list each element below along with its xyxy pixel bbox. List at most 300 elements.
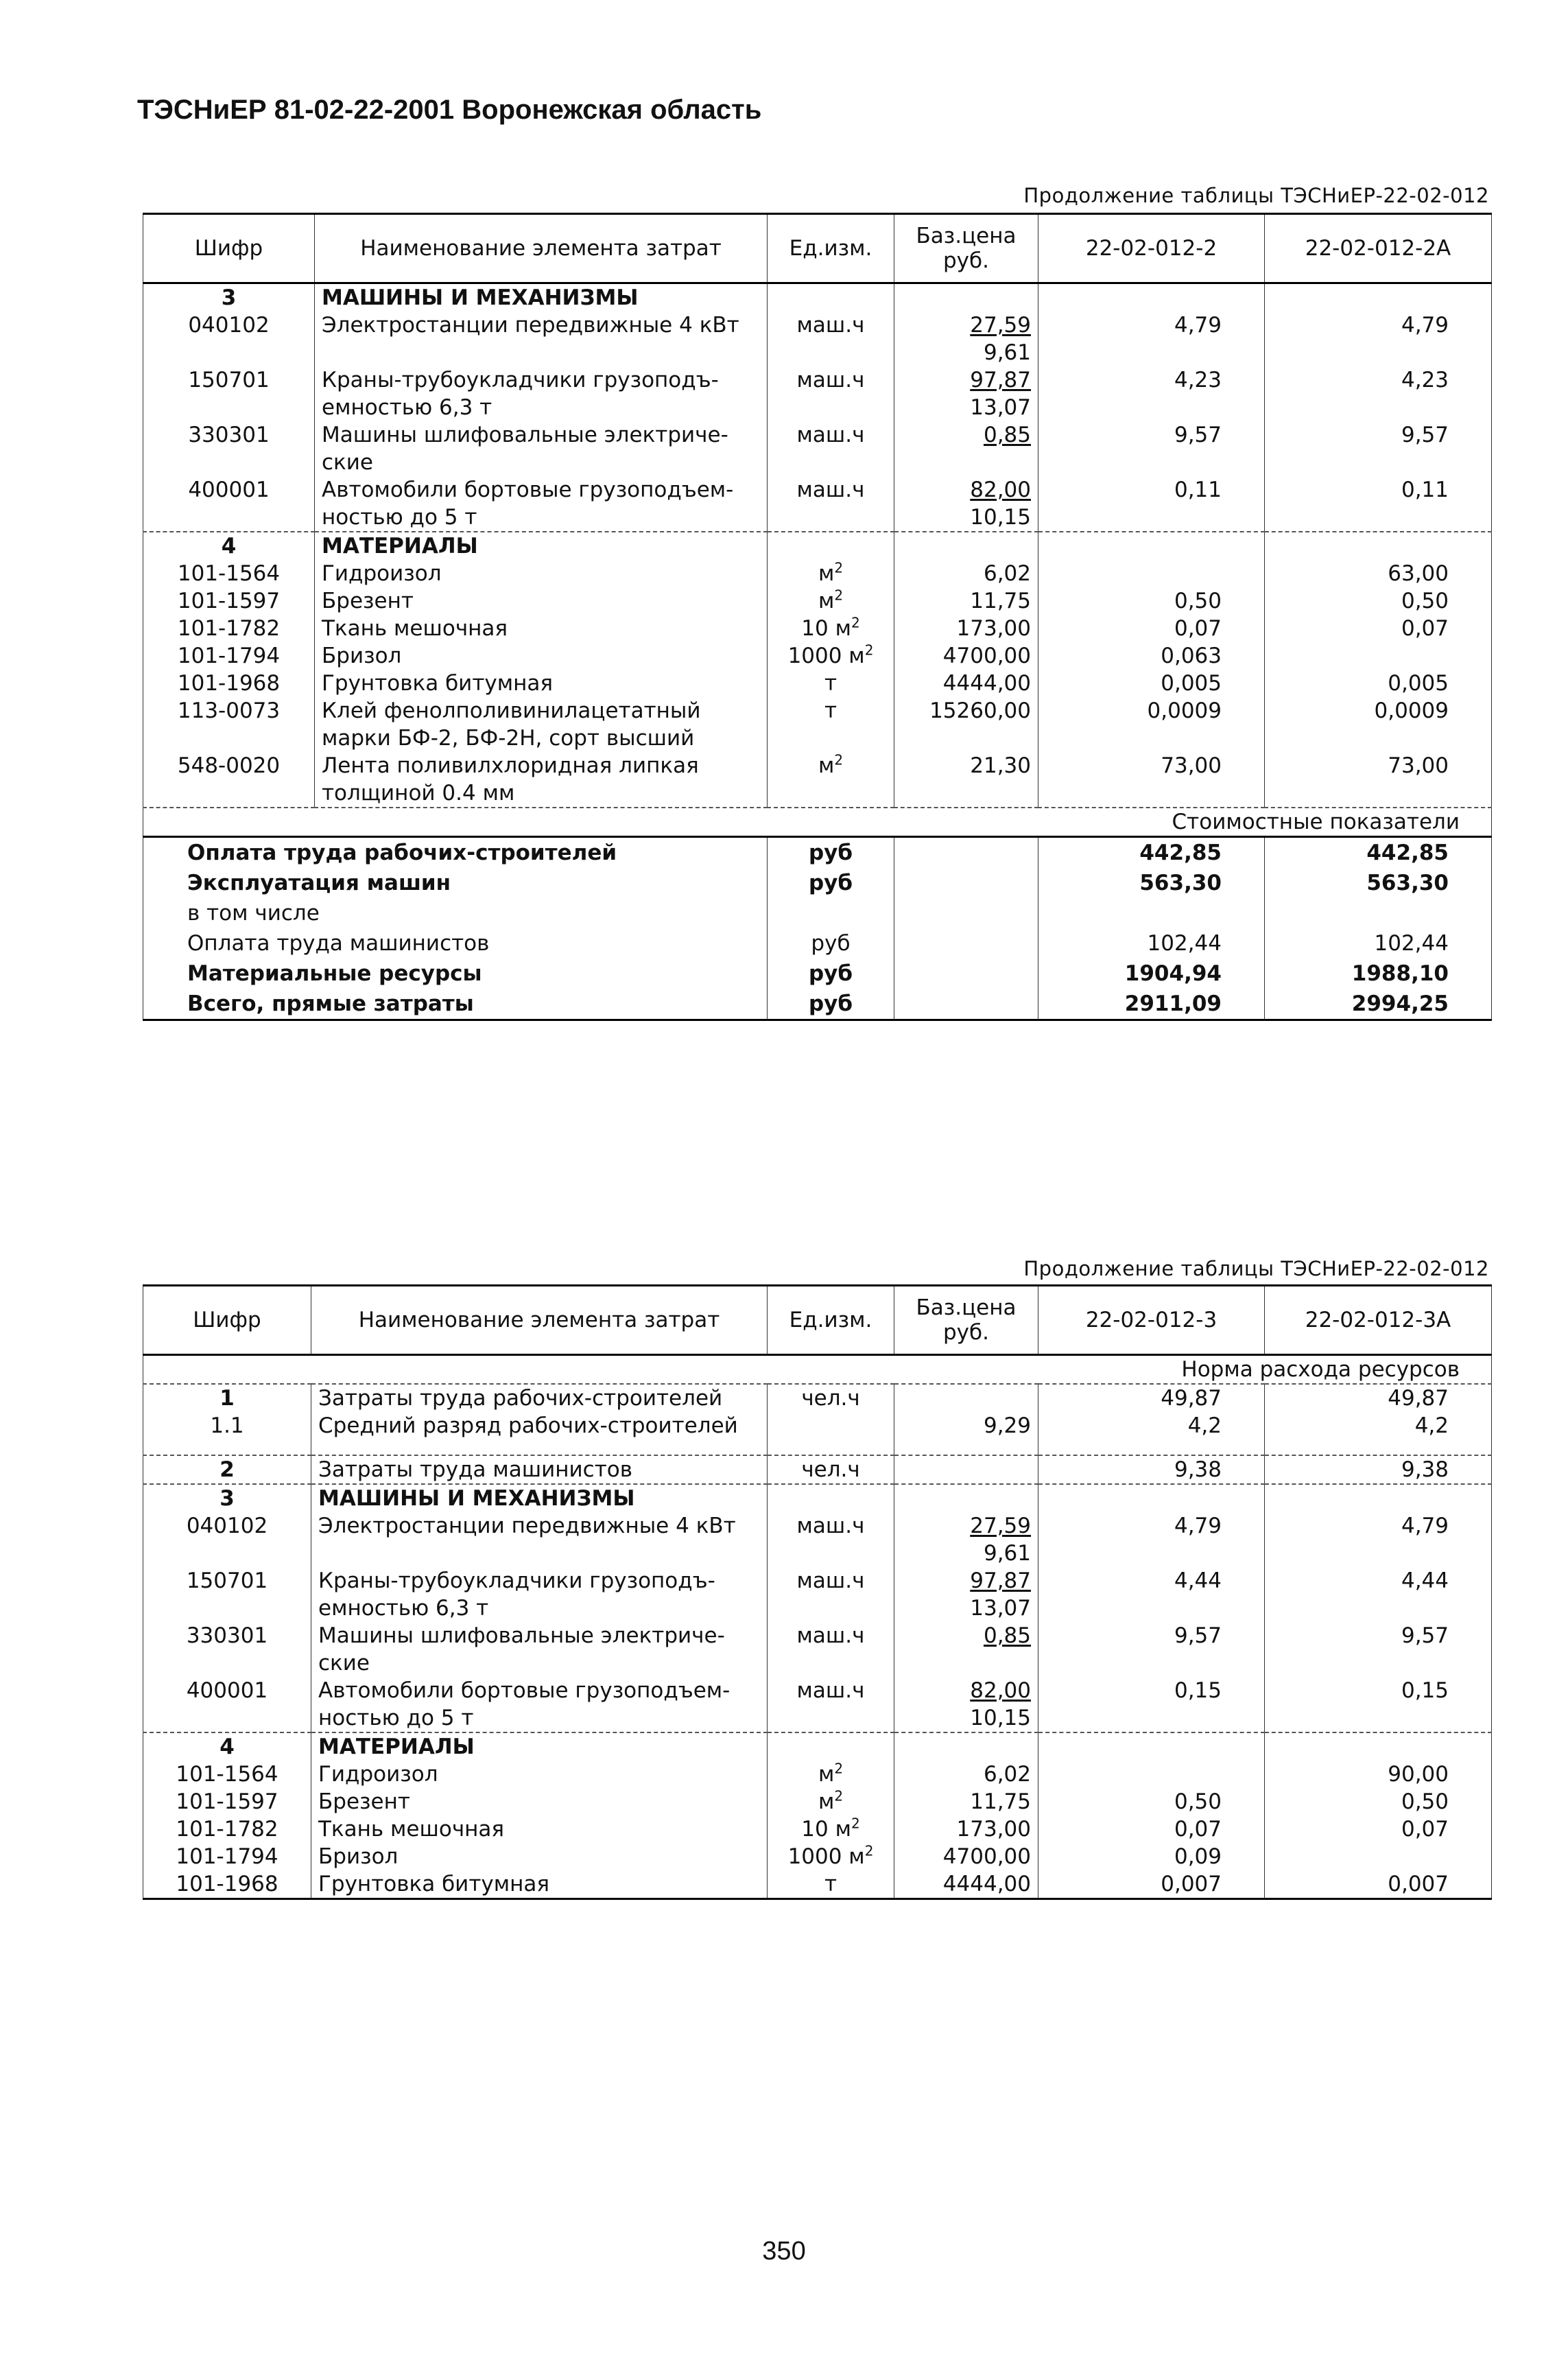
- resource-unit: [768, 1788, 894, 1815]
- table-row: [143, 560, 1492, 587]
- resource-code-text: 040102: [188, 313, 270, 338]
- table-row: [143, 1870, 1492, 1899]
- resource-unit-text: м: [818, 753, 835, 778]
- base-price: [894, 560, 1038, 587]
- norm-value-a: [1038, 476, 1265, 532]
- labor-unit: [768, 1384, 894, 1412]
- norm-value-a-text: 49,87: [1161, 1386, 1222, 1411]
- base-price: [894, 1815, 1038, 1843]
- base-price: [894, 670, 1038, 697]
- norm-value-a-text: 0,005: [1161, 671, 1222, 696]
- unit-superscript: 2: [834, 1787, 844, 1804]
- resource-name: [311, 1622, 768, 1677]
- norm-value-b-text: 4,23: [1401, 368, 1449, 392]
- resource-name-text: Брезент: [318, 1789, 410, 1814]
- norm-value-b-text: 0,50: [1401, 589, 1449, 613]
- norm-value-b: [1265, 697, 1492, 752]
- base-price: [894, 615, 1038, 642]
- base-price-text: 11,75: [970, 1789, 1031, 1814]
- unit-superscript: 2: [834, 751, 844, 768]
- labor-code-text: 2: [219, 1457, 235, 1482]
- summary-value-b: [1265, 868, 1492, 898]
- labor-unit-text: чел.ч: [801, 1386, 860, 1411]
- base-price: [894, 642, 1038, 670]
- labor-code: [143, 1412, 311, 1455]
- summary-value-b-text: 1988,10: [1351, 961, 1449, 986]
- resource-name-text: Машины шлифовальные электриче-ские: [318, 1623, 725, 1676]
- labor-name-text: Затраты труда машинистов: [318, 1457, 633, 1482]
- norm-value-a-text: 0,50: [1174, 589, 1222, 613]
- base-price-text: 173,00: [956, 616, 1031, 641]
- table-row: [143, 1622, 1492, 1677]
- resource-unit: [768, 1677, 894, 1732]
- norm-value-a: [1038, 1622, 1265, 1677]
- norm-value-a-text: 4,23: [1174, 368, 1222, 392]
- resource-unit: [768, 1815, 894, 1843]
- norm-value-b-text: 4,2: [1414, 1413, 1449, 1438]
- band-row: [143, 1355, 1492, 1385]
- resource-unit: [768, 670, 894, 697]
- table-row: [143, 1512, 1492, 1567]
- resource-name-text: Грунтовка битумная: [318, 1872, 550, 1896]
- resource-unit: [768, 1567, 894, 1622]
- resource-code-text: 101-1968: [176, 1872, 278, 1896]
- section-title-text: МАШИНЫ И МЕХАНИЗМЫ: [322, 285, 639, 310]
- section-code: [143, 1484, 311, 1512]
- summary-value-a-text: 2911,09: [1124, 991, 1222, 1016]
- resource-code-text: 101-1597: [176, 1789, 278, 1814]
- base-price-value: 97,87: [970, 368, 1031, 392]
- summary-value-a: [1038, 928, 1265, 959]
- summary-value-a: [1038, 837, 1265, 869]
- labor-name: [311, 1384, 768, 1412]
- norm-value-b-text: 73,00: [1388, 753, 1449, 778]
- resource-name: [315, 476, 768, 532]
- resource-code-text: 101-1564: [176, 1762, 278, 1787]
- resource-code: [143, 1567, 311, 1622]
- resource-unit-text: т: [824, 1872, 838, 1896]
- base-price-value: 82,00: [970, 1678, 1031, 1703]
- col-header-price: Баз.цена руб.: [894, 214, 1038, 283]
- unit-superscript: 2: [834, 559, 844, 576]
- operator-wage-value: 13,07: [970, 395, 1031, 420]
- table-row: [143, 476, 1492, 532]
- norm-value-b: [1265, 1567, 1492, 1622]
- norm-value-a: [1038, 587, 1265, 615]
- resource-code-text: 101-1794: [177, 644, 281, 668]
- resource-code: [143, 615, 315, 642]
- norm-value-a: [1038, 1815, 1265, 1843]
- resource-name: [311, 1788, 768, 1815]
- band-row: [143, 808, 1492, 837]
- norm-value-b: [1265, 560, 1492, 587]
- resource-code-text: 150701: [186, 1568, 268, 1593]
- col-header-code-a: 22-02-012-3: [1038, 1286, 1265, 1355]
- norm-value-b-text: 9,38: [1401, 1457, 1449, 1482]
- col-header-name: Наименование элемента затрат: [315, 214, 768, 283]
- table-row: [143, 1815, 1492, 1843]
- norm-value-b: [1265, 366, 1492, 421]
- table-row: [143, 1677, 1492, 1732]
- resource-unit-text: маш.ч: [796, 1623, 865, 1648]
- section-title: [311, 1732, 768, 1761]
- base-price-value: 27,59: [970, 1514, 1031, 1538]
- summary-unit: [768, 928, 894, 959]
- norm-value-a: [1038, 1677, 1265, 1732]
- resource-name: [315, 615, 768, 642]
- resource-unit-text: маш.ч: [796, 313, 865, 338]
- base-price-text: 4444,00: [942, 671, 1031, 696]
- summary-value-a: [1038, 898, 1265, 928]
- summary-unit: [768, 959, 894, 989]
- summary-label: [143, 959, 768, 989]
- base-price: [894, 1843, 1038, 1870]
- labor-unit-text: чел.ч: [801, 1457, 860, 1482]
- summary-value-a-text: 102,44: [1147, 931, 1222, 956]
- col-header-code-a: 22-02-012-2: [1038, 214, 1265, 283]
- table1-header-row: [143, 214, 1492, 283]
- empty-cell: [894, 928, 1038, 959]
- norm-value-b-text: 0,007: [1388, 1872, 1449, 1896]
- col-header-code-b: 22-02-012-3А: [1265, 1286, 1492, 1355]
- summary-label-text: Всего, прямые затраты: [187, 991, 474, 1016]
- resource-unit-text: м: [818, 561, 835, 586]
- empty-cell: [768, 532, 894, 560]
- section-title: [311, 1484, 768, 1512]
- section-code-text: 4: [219, 1735, 235, 1759]
- resource-name-text: Брезент: [322, 589, 414, 613]
- unit-superscript: 2: [864, 1842, 874, 1859]
- resource-code: [143, 560, 315, 587]
- norm-value-b: [1265, 421, 1492, 476]
- section-code: [143, 283, 315, 312]
- summary-value-b: [1265, 928, 1492, 959]
- empty-cell: [1265, 1732, 1492, 1761]
- resource-code: [143, 476, 315, 532]
- base-price-text: 21,30: [970, 753, 1031, 778]
- norm-value-a: [1038, 615, 1265, 642]
- resource-norm-band-text: Норма расхода ресурсов: [1181, 1357, 1460, 1382]
- base-price-text: 11,75: [970, 589, 1031, 613]
- empty-cell: [894, 1732, 1038, 1761]
- norm-value-a-text: 0,07: [1174, 1817, 1222, 1842]
- section-title: [315, 283, 768, 312]
- resource-code-text: 040102: [186, 1514, 268, 1538]
- empty-cell: [894, 989, 1038, 1020]
- norm-value-b: [1265, 1843, 1492, 1870]
- section-code: [143, 1732, 311, 1761]
- col-header-unit: Ед.изм.: [768, 214, 894, 283]
- resource-name-text: Ткань мешочная: [318, 1817, 505, 1842]
- norm-value-a: [1038, 1412, 1265, 1455]
- norm-value-a-text: 9,57: [1174, 423, 1222, 447]
- resource-name: [315, 560, 768, 587]
- norm-value-b: [1265, 1815, 1492, 1843]
- labor-code: [143, 1455, 311, 1484]
- norm-value-b-text: 63,00: [1388, 561, 1449, 586]
- base-price: [894, 421, 1038, 476]
- resource-name-text: Лента поливилхлоридная липкая толщиной 0.4 мм: [322, 753, 699, 806]
- norm-value-b: [1265, 642, 1492, 670]
- base-price-text: 4444,00: [942, 1872, 1031, 1896]
- resource-code-text: 101-1564: [177, 561, 281, 586]
- col-header-code-b: 22-02-012-2А: [1265, 214, 1492, 283]
- summary-value-b-text: 102,44: [1374, 931, 1449, 956]
- norm-value-a-text: 0,007: [1161, 1872, 1222, 1896]
- operator-wage-value: 9,61: [983, 340, 1031, 365]
- resource-unit: [768, 752, 894, 808]
- table2-header-row: [143, 1286, 1492, 1355]
- base-price: [894, 1622, 1038, 1677]
- norm-value-a: [1038, 1455, 1265, 1484]
- resource-code: [143, 421, 315, 476]
- table-row: [143, 642, 1492, 670]
- norm-value-a-text: 0,11: [1174, 478, 1222, 502]
- resource-code: [143, 1870, 311, 1899]
- summary-label-text: в том числе: [187, 901, 320, 926]
- resource-unit-text: 10 м: [801, 616, 851, 641]
- resource-code-text: 101-1782: [176, 1817, 278, 1842]
- base-price: [894, 1567, 1038, 1622]
- resource-name-text: Краны-трубоукладчики грузоподъ-емностью 6,3 т: [318, 1568, 715, 1621]
- norm-value-b-text: 9,57: [1401, 423, 1449, 447]
- norm-value-a-text: 4,2: [1187, 1413, 1222, 1438]
- resource-unit-text: маш.ч: [796, 368, 865, 392]
- summary-label: [143, 989, 768, 1020]
- resource-code-text: 113-0073: [177, 698, 281, 723]
- empty-cell: [1265, 1484, 1492, 1512]
- resource-name-text: Электростанции передвижные 4 кВт: [322, 313, 739, 338]
- empty-cell: [894, 283, 1038, 312]
- cost-indicators-band: [143, 808, 1492, 837]
- resource-unit-text: маш.ч: [796, 423, 865, 447]
- summary-row: [143, 898, 1492, 928]
- norm-value-a: [1038, 311, 1265, 366]
- labor-name-text: Затраты труда рабочих-строителей: [318, 1386, 723, 1411]
- norm-value-a: [1038, 670, 1265, 697]
- norm-value-b-text: 4,44: [1401, 1568, 1449, 1593]
- norm-value-b-text: 49,87: [1388, 1386, 1449, 1411]
- cost-indicators-band-text: Стоимостные показатели: [1172, 810, 1460, 834]
- resource-unit-text: маш.ч: [796, 1514, 865, 1538]
- resource-unit-text: т: [824, 671, 838, 696]
- resource-code-text: 400001: [188, 478, 270, 502]
- empty-cell: [1038, 1732, 1265, 1761]
- summary-row: [143, 989, 1492, 1020]
- norm-value-a-text: 0,09: [1174, 1844, 1222, 1869]
- resource-name: [315, 670, 768, 697]
- resource-unit: [768, 366, 894, 421]
- resource-name-text: Ткань мешочная: [322, 616, 508, 641]
- section-row: [143, 532, 1492, 560]
- summary-unit: [768, 868, 894, 898]
- norm-value-a: [1038, 1761, 1265, 1788]
- resource-code-text: 150701: [188, 368, 270, 392]
- norm-value-b-text: 0,15: [1401, 1678, 1449, 1703]
- summary-unit-text: руб: [811, 931, 851, 956]
- labor-name-text: Средний разряд рабочих-строителей: [318, 1413, 738, 1438]
- summary-value-a: [1038, 989, 1265, 1020]
- base-price-text: 173,00: [956, 1817, 1031, 1842]
- resource-unit: [768, 476, 894, 532]
- resource-unit-text: м: [818, 589, 835, 613]
- norm-value-b-text: 0,07: [1401, 616, 1449, 641]
- table-row: [143, 697, 1492, 752]
- labor-row: [143, 1455, 1492, 1484]
- base-price-text: 4700,00: [942, 644, 1031, 668]
- resource-code-text: 330301: [186, 1623, 268, 1648]
- norm-value-a: [1038, 1512, 1265, 1567]
- unit-superscript: 2: [851, 1815, 860, 1832]
- norm-value-a: [1038, 560, 1265, 587]
- norm-value-b-text: 0,07: [1401, 1817, 1449, 1842]
- section-code-text: 3: [219, 1486, 235, 1511]
- labor-name: [311, 1455, 768, 1484]
- operator-wage-value: 10,15: [970, 1706, 1031, 1730]
- norm-value-a-text: 73,00: [1161, 753, 1222, 778]
- unit-superscript: 2: [834, 1760, 844, 1777]
- unit-superscript: 2: [851, 614, 860, 631]
- summary-label-text: Эксплуатация машин: [187, 871, 451, 895]
- page-number: 350: [762, 2237, 806, 2266]
- section-code-text: 4: [221, 534, 237, 559]
- norm-value-a-text: 0,07: [1174, 616, 1222, 641]
- resource-code-text: 330301: [188, 423, 270, 447]
- resource-unit-text: маш.ч: [796, 1678, 865, 1703]
- resource-unit: [768, 421, 894, 476]
- resource-code-text: 101-1597: [177, 589, 281, 613]
- empty-cell: [894, 837, 1038, 869]
- labor-unit: [768, 1455, 894, 1484]
- summary-label-text: Материальные ресурсы: [187, 961, 482, 986]
- col-header-code: Шифр: [143, 1286, 311, 1355]
- norm-value-b-text: 0,005: [1388, 671, 1449, 696]
- summary-value-b: [1265, 898, 1492, 928]
- resource-name-text: Краны-трубоукладчики грузоподъ-емностью 6,3 т: [322, 368, 719, 420]
- resource-code-text: 400001: [186, 1678, 268, 1703]
- resource-name: [311, 1843, 768, 1870]
- resource-name: [311, 1512, 768, 1567]
- base-price: [894, 311, 1038, 366]
- summary-value-a-text: 1904,94: [1124, 961, 1222, 986]
- norm-value-a-text: 0,0009: [1147, 698, 1222, 723]
- labor-code-text: 1: [219, 1386, 235, 1411]
- resource-name-text: Автомобили бортовые грузоподъем-ностью до 5 т: [322, 478, 734, 530]
- section-row: [143, 283, 1492, 312]
- base-price-value: 27,59: [970, 313, 1031, 338]
- section-title-text: МАШИНЫ И МЕХАНИЗМЫ: [318, 1486, 635, 1511]
- summary-row: [143, 837, 1492, 869]
- table2-body: [143, 1286, 1492, 1899]
- table-row: [143, 587, 1492, 615]
- resource-unit: [768, 1870, 894, 1899]
- summary-value-b-text: 442,85: [1366, 840, 1449, 865]
- base-price-text: 6,02: [983, 1762, 1031, 1787]
- labor-price: [894, 1384, 1038, 1412]
- section-code-text: 3: [221, 285, 237, 310]
- resource-unit-text: маш.ч: [796, 1568, 865, 1593]
- col-header-unit: Ед.изм.: [768, 1286, 894, 1355]
- norm-value-b: [1265, 1384, 1492, 1412]
- resource-unit: [768, 1512, 894, 1567]
- resource-name: [315, 366, 768, 421]
- table-row: [143, 670, 1492, 697]
- section-title: [315, 532, 768, 560]
- empty-cell: [1038, 283, 1265, 312]
- col-header-code: Шифр: [143, 214, 315, 283]
- base-price-text: 15260,00: [929, 698, 1031, 723]
- col-header-price: Баз.цена руб.: [894, 1286, 1038, 1355]
- table-row: [143, 421, 1492, 476]
- resource-unit-text: 10 м: [801, 1817, 851, 1842]
- empty-cell: [894, 898, 1038, 928]
- summary-value-b: [1265, 837, 1492, 869]
- resource-unit-text: м: [818, 1762, 835, 1787]
- summary-unit-text: руб: [808, 840, 853, 865]
- norm-value-b: [1265, 752, 1492, 808]
- base-price: [894, 1761, 1038, 1788]
- resource-unit: [768, 1622, 894, 1677]
- base-price: [894, 1788, 1038, 1815]
- base-price: [894, 697, 1038, 752]
- summary-label: [143, 898, 768, 928]
- resource-code: [143, 587, 315, 615]
- resource-code: [143, 1843, 311, 1870]
- summary-label: [143, 868, 768, 898]
- resource-name: [311, 1870, 768, 1899]
- labor-price-text: 9,29: [983, 1413, 1031, 1438]
- resource-code: [143, 1815, 311, 1843]
- resource-code-text: 548-0020: [177, 753, 281, 778]
- table-row: [143, 615, 1492, 642]
- norm-value-b: [1265, 1677, 1492, 1732]
- norm-value-a: [1038, 697, 1265, 752]
- norm-value-a: [1038, 1788, 1265, 1815]
- norm-value-a-text: 0,063: [1161, 644, 1222, 668]
- summary-label: [143, 837, 768, 869]
- resource-name-text: Машины шлифовальные электриче-ские: [322, 423, 728, 475]
- norm-value-a-text: 4,79: [1174, 313, 1222, 338]
- empty-cell: [1038, 532, 1265, 560]
- resource-unit: [768, 1843, 894, 1870]
- norm-value-b: [1265, 1512, 1492, 1567]
- norm-value-a: [1038, 1567, 1265, 1622]
- norm-value-b: [1265, 587, 1492, 615]
- base-price-text: 4700,00: [942, 1844, 1031, 1869]
- table-row: [143, 1843, 1492, 1870]
- resource-name-text: Электростанции передвижные 4 кВт: [318, 1514, 736, 1538]
- resource-name-text: Гидроизол: [322, 561, 442, 586]
- table-row: [143, 311, 1492, 366]
- resource-name-text: Бризол: [318, 1844, 399, 1869]
- summary-value-b: [1265, 959, 1492, 989]
- empty-cell: [768, 1732, 894, 1761]
- norm-value-b: [1265, 476, 1492, 532]
- empty-cell: [1265, 283, 1492, 312]
- resource-unit-text: маш.ч: [796, 478, 865, 502]
- resource-norm-band: [143, 1355, 1492, 1385]
- empty-cell: [1038, 1484, 1265, 1512]
- norm-value-a: [1038, 752, 1265, 808]
- base-price-value: 0,85: [983, 1623, 1031, 1648]
- norm-value-b-text: 0,0009: [1374, 698, 1449, 723]
- norm-value-a-text: 9,38: [1174, 1457, 1222, 1482]
- resource-code: [143, 1677, 311, 1732]
- resource-code: [143, 752, 315, 808]
- table-row: [143, 366, 1492, 421]
- summary-value-b: [1265, 989, 1492, 1020]
- table1-body: [143, 214, 1492, 1020]
